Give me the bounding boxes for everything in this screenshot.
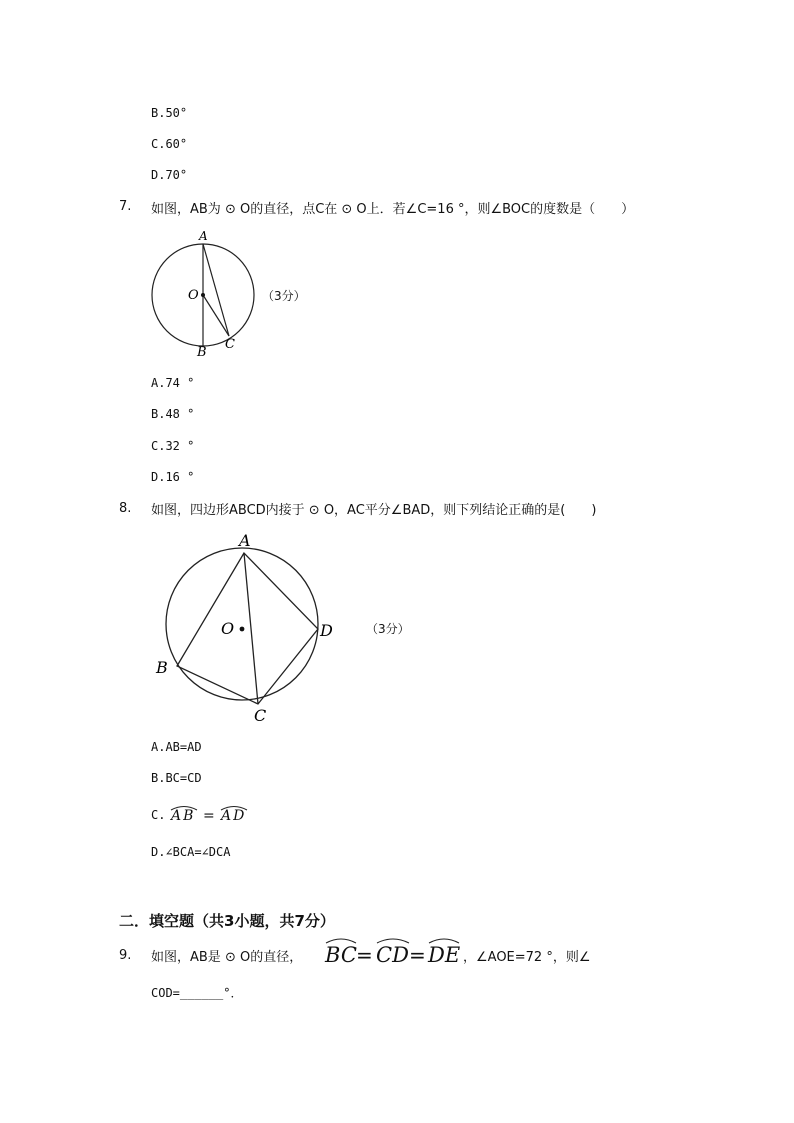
q8-circle [166, 548, 318, 700]
q8-score: （3分） [366, 622, 410, 636]
section-2-title: 二．填空题（共3小题，共7分） [119, 912, 335, 930]
q7-label-c: C [225, 337, 235, 352]
q7-option-d: D.16 ° [151, 470, 195, 484]
q8-option-b: B.BC=CD [151, 771, 202, 785]
q6-option-c: C.60° [151, 137, 188, 151]
q9-stem-after: ，∠AOE=72 °，则∠ [463, 950, 591, 965]
q8-option-c-prefix: C. [151, 808, 166, 822]
q8-option-c-arc1: AB [171, 808, 196, 824]
q8-option-a: A.AB=AD [151, 740, 202, 754]
q9-arc3: DE [428, 943, 461, 967]
q7-score: （3分） [262, 289, 306, 303]
q9-blank-line: COD=______°． [151, 986, 243, 1000]
q7-option-b: B.48 ° [151, 407, 195, 421]
q7-label-b: B [197, 345, 207, 360]
q8-label-b: B [156, 658, 168, 677]
q8-label-c: C [254, 706, 267, 725]
q9-stem-before: 如图，AB是 ⊙ O的直径， [151, 950, 303, 965]
q7-center-dot [201, 293, 205, 297]
q8-quadrilateral-abcd [177, 553, 318, 704]
q6-option-b: B.50° [151, 106, 188, 120]
q8-option-c-eq: = [203, 808, 215, 824]
q8-option-d: D.∠BCA=∠DCA [151, 845, 231, 859]
q9-number: 9. [119, 948, 132, 963]
q7-radius-oc [203, 295, 229, 336]
q7-option-a: A.74 ° [151, 376, 195, 390]
q8-label-a: A [239, 531, 251, 550]
q9-arc1: BC [325, 943, 357, 967]
q7-chord-ac [203, 244, 229, 336]
q8-center-dot [240, 627, 245, 632]
q9-eq1: = [356, 943, 373, 967]
q7-figure [140, 224, 260, 364]
q9-arc-equation [323, 935, 473, 969]
q9-arc2: CD [376, 943, 409, 967]
q8-stem: 如图，四边形ABCD内接于 ⊙ O，AC平分∠BAD，则下列结论正确的是( ) [151, 503, 597, 518]
q6-option-d: D.70° [151, 168, 188, 182]
q9-eq2: = [409, 943, 426, 967]
q8-figure [150, 528, 350, 728]
q7-label-o: O [188, 288, 199, 303]
q8-label-o: O [221, 619, 235, 638]
q7-option-c: C.32 ° [151, 439, 195, 453]
q7-label-a: A [199, 229, 208, 243]
q8-label-d: D [320, 621, 333, 640]
q8-diagonal-ac [244, 553, 258, 704]
q7-stem: 如图，AB为 ⊙ O的直径，点C在 ⊙ O上．若∠C=16 °，则∠BOC的度数是（ ） [151, 202, 635, 217]
q8-number: 8. [119, 501, 132, 516]
q7-number: 7. [119, 199, 132, 214]
q8-option-c-arc2: AD [221, 808, 247, 824]
